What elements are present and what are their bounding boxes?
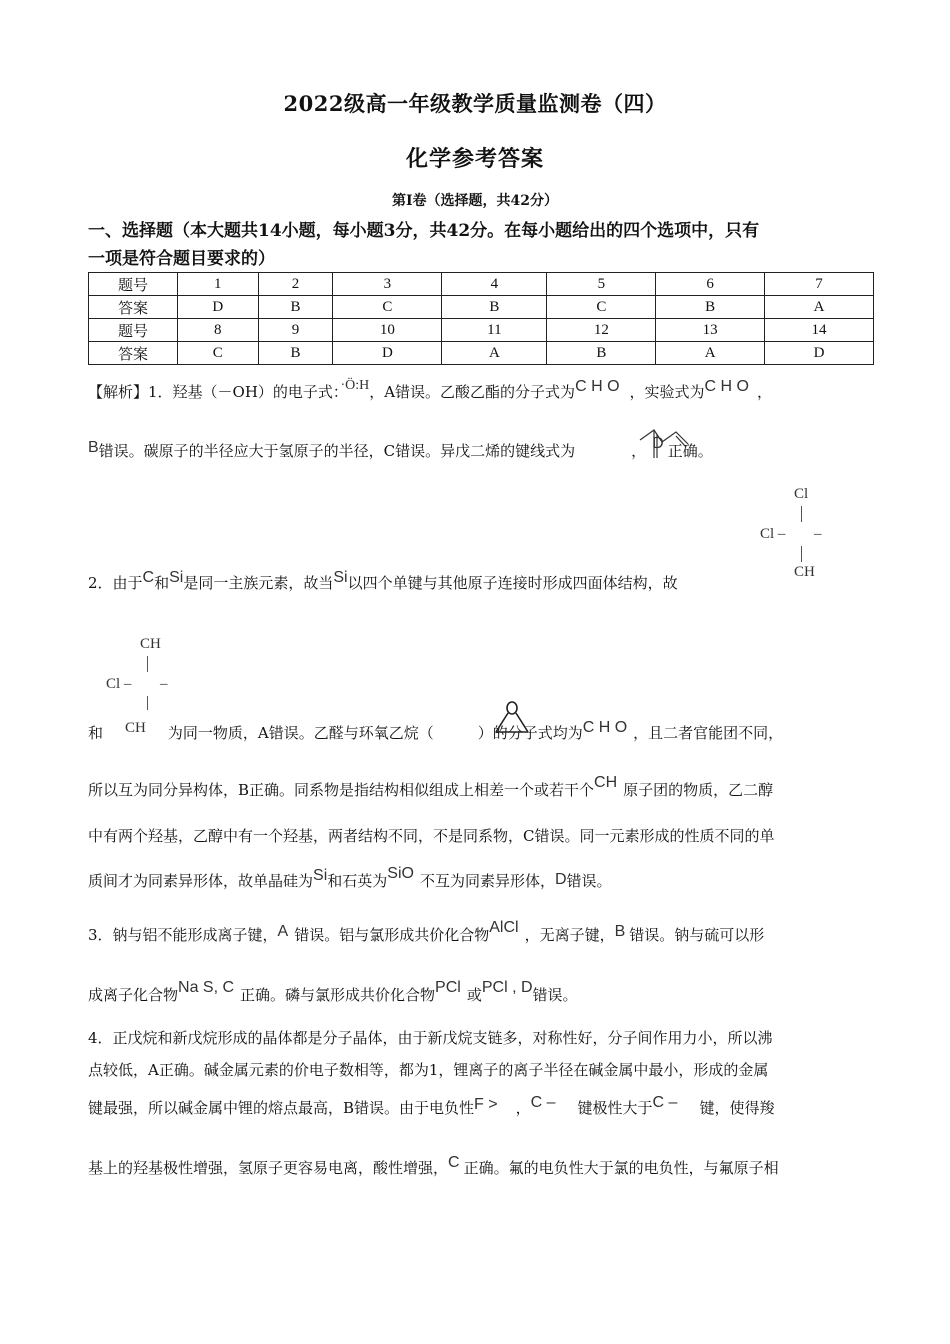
q3-line2 [88, 979, 578, 1006]
table-row [89, 342, 874, 365]
answer-table [88, 272, 874, 365]
q1-line1 [88, 378, 772, 404]
formula-ch2: CH [594, 774, 618, 791]
mol1-bond-top [801, 506, 802, 522]
q4-line2: 点较低，A正确。碱金属元素的价电子数相等，都为1，锂离子的离子半径在碱金属中最小，形成的金属 [88, 1061, 769, 1079]
mol2-right-bond: – [160, 676, 168, 692]
q2-text-l4c: 不互为同素异形体， [419, 872, 555, 890]
q2-text-5: ）的分子式均为 [477, 724, 583, 742]
q2-line5 [88, 865, 612, 892]
q2-line2 [88, 719, 784, 744]
table-cell: C [178, 342, 259, 365]
table-cell: A [765, 296, 874, 319]
volume-heading: 第Ⅰ卷（选择题，共42分） [391, 193, 559, 209]
mol2-bond-top [147, 656, 148, 672]
q4-line1: 4．正戊烷和新戊烷形成的晶体都是分子晶体，由于新戊烷支链多，对称性好，分子间作用力小，所以沸 [88, 1029, 773, 1047]
q1-text-g: 错误。碳原子的半径应大于氢原子的半径，C错误。异戊二烯的键线式为 [98, 442, 576, 460]
section-heading-line2: 一项是符合题目要求的） [88, 249, 275, 269]
table-cell: 3 [333, 273, 442, 296]
formula-na2s: Na S, C [178, 979, 235, 996]
q2-text-4: 为同一物质，A错误。乙醛与环氧乙烷（ [167, 724, 434, 742]
q4-text-l3b: 键极性大于 [577, 1099, 653, 1117]
bond-c-x-1: C – [530, 1094, 556, 1111]
mol2-top-ch: CH [140, 636, 161, 652]
table-cell: 2 [258, 273, 333, 296]
table-row [89, 319, 874, 342]
formula-c2h4o: C H O [582, 719, 628, 736]
q1-text-c: ，实验式为 [629, 383, 705, 401]
option-c-label: C [448, 1154, 460, 1171]
element-c: C [142, 569, 155, 586]
formula-sio2: SiO [387, 865, 414, 882]
ethylene-oxide-structure [492, 700, 532, 736]
table-cell: 6 [656, 273, 765, 296]
table-cell: 10 [333, 319, 442, 342]
option-d-label-2: D [554, 871, 567, 888]
page-title: 2022级高一年级教学质量监测卷（四） [283, 91, 667, 116]
electroneg-f-gt: F > [474, 1096, 498, 1113]
formula-ethyl-acetate: C H O [575, 378, 620, 395]
table-cell: A [442, 342, 547, 365]
q4-line4 [88, 1154, 779, 1179]
formula-pcl5: PCl , D [481, 979, 533, 996]
table-cell: B [442, 296, 547, 319]
q3-text-d: 错误。钠与硫可以形 [629, 926, 765, 944]
table-cell: B [258, 342, 333, 365]
q3-text-f: 正确。磷与氯形成共价化合物 [240, 986, 436, 1004]
q3-text-b: 错误。铝与氯形成共价化合物 [294, 926, 490, 944]
q3-line1 [88, 919, 765, 946]
q2-line1 [88, 569, 678, 594]
q1-text-b: ，A错误。乙酸乙酯的分子式为 [369, 383, 576, 401]
table-cell: A [656, 342, 765, 365]
section-heading-line1: 一、选择题（本大题共14小题，每小题3分，共42分。在每小题给出的四个选项中，只有 [88, 221, 760, 241]
hydroxyl-electron-formula: ·Ö:H [340, 378, 370, 393]
q3-text-c: ，无离子键， [524, 926, 615, 944]
q3-text-g: 或 [466, 986, 482, 1004]
table-cell: 1 [178, 273, 259, 296]
formula-pcl3: PCl [435, 979, 461, 996]
q2-text-6: ，且二者官能团不同， [633, 724, 784, 742]
q4-text-comma: ， [515, 1099, 531, 1117]
mol2-bottom-ch: CH [125, 720, 146, 736]
element-si: Si [169, 569, 184, 586]
table-row [89, 273, 874, 296]
mol1-bond-bottom [801, 546, 802, 562]
q2-line4: 中有两个羟基，乙醇中有一个羟基，两者结构不同，不是同系物，C错误。同一元素形成的性质不同的单 [88, 827, 775, 845]
table-cell: 5 [547, 273, 656, 296]
table-row-header: 答案 [89, 342, 178, 365]
table-row-header: 题号 [89, 319, 178, 342]
mol2-left-cl: Cl – [106, 676, 132, 692]
isoprene-skeletal-formula [636, 428, 696, 468]
mol2-bond-bottom [147, 696, 148, 710]
element-si-2: Si [333, 569, 348, 586]
option-b-label-2: B [614, 923, 626, 940]
q2-text-he2: 和 [88, 724, 104, 742]
table-cell: D [765, 342, 874, 365]
table-cell: 12 [547, 319, 656, 342]
q1-text-h: ， [631, 442, 647, 460]
table-cell: 7 [765, 273, 874, 296]
q1-text-d: ， [756, 383, 772, 401]
option-d-label: D [652, 435, 664, 452]
table-row-header: 题号 [89, 273, 178, 296]
table-cell: 9 [258, 319, 333, 342]
table-cell: D [333, 342, 442, 365]
q4-text-l4b: 正确。氟的电负性大于氯的电负性，与氟原子相 [463, 1159, 779, 1177]
element-si-3: Si [313, 867, 328, 884]
q4-line3 [88, 1094, 775, 1119]
mol1-left-cl: Cl – [760, 526, 786, 542]
option-b-label: B [88, 439, 99, 456]
q4-text-l3c: 键，使得羧 [699, 1099, 775, 1117]
table-row [89, 296, 874, 319]
q4-text-l3a: 键最强，所以碱金属中锂的熔点最高，B错误。由于电负性 [88, 1099, 475, 1117]
page-subtitle: 化学参考答案 [405, 146, 544, 172]
q2-text-l2b: 原子团的物质，乙二醇 [623, 781, 774, 799]
mol1-top-cl: Cl [794, 486, 809, 502]
table-cell: 14 [765, 319, 874, 342]
bond-c-x-2: C – [652, 1094, 678, 1111]
q2-text-l2a: 所以互为同分异构体，B正确。同系物是指结构相似组成上相差一个或若干个 [88, 781, 595, 799]
q2-text-he: 和 [154, 574, 170, 592]
table-cell: C [333, 296, 442, 319]
option-a-label: A [277, 923, 289, 940]
q1-text-j: 正确。 [667, 442, 713, 460]
q4-text-l4a: 基上的羟基极性增强，氢原子更容易电离，酸性增强， [88, 1159, 449, 1177]
table-cell: B [547, 342, 656, 365]
q1-text-a: 【解析】1．羟基（－OH）的电子式： [88, 383, 341, 401]
q3-text-e: 成离子化合物 [88, 986, 179, 1004]
table-cell: 4 [442, 273, 547, 296]
q2-text-3: 以四个单键与其他原子连接时形成四面体结构，故 [347, 574, 678, 592]
q2-text-l4b: 和石英为 [327, 872, 388, 890]
table-cell: 13 [656, 319, 765, 342]
table-cell: 8 [178, 319, 259, 342]
q2-line3 [88, 774, 774, 801]
table-cell: C [547, 296, 656, 319]
mol1-bottom-ch: CH [794, 564, 815, 580]
q2-text-l4d: 错误。 [566, 872, 612, 890]
q2-text-1: 2．由于 [88, 574, 143, 592]
table-row-header: 答案 [89, 296, 178, 319]
table-cell: B [656, 296, 765, 319]
q2-text-l4a: 质间才为同素异形体，故单晶硅为 [88, 872, 314, 890]
table-cell: 11 [442, 319, 547, 342]
q1-line2 [88, 435, 713, 462]
table-cell: D [178, 296, 259, 319]
q3-text-h: 错误。 [532, 986, 578, 1004]
q3-text-a: 3．钠与铝不能形成离子键， [88, 926, 278, 944]
q2-text-2: 是同一主族元素，故当 [183, 574, 334, 592]
formula-alcl3: AlCl [489, 919, 519, 936]
table-cell: B [258, 296, 333, 319]
formula-empirical: C H O [704, 378, 749, 395]
mol1-right-bond: – [814, 526, 822, 542]
